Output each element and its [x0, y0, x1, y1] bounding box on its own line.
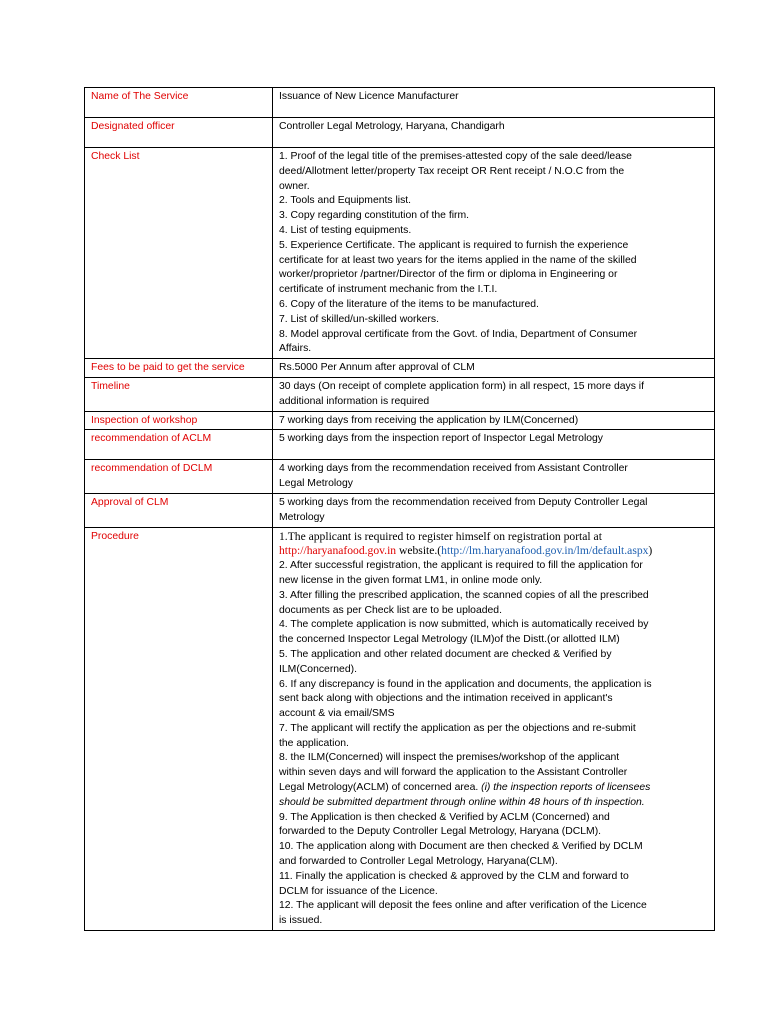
procedure-line: 4. The complete application is now submitted, which is automatically received by [279, 619, 649, 631]
checklist-line: owner. [279, 180, 310, 192]
checklist-line: 6. Copy of the literature of the items to be manufactured. [279, 298, 539, 310]
table-row [85, 88, 715, 118]
table-row [85, 118, 715, 148]
procedure-line: ILM(Concerned). [279, 663, 357, 675]
procedure-line: within seven days and will forward the application to the Assistant Controller [279, 767, 628, 779]
procedure-line: 1.The applicant is required to register himself on registration portal at [279, 529, 602, 543]
table-row [85, 359, 715, 378]
row-label: Name of The Service [85, 88, 273, 118]
lm-portal-link[interactable]: http://lm.haryanafood.gov.in/lm/default.aspx [441, 544, 649, 558]
procedure-line: documents as per Check list are to be uploaded. [279, 604, 502, 616]
procedure-line: is issued. [279, 915, 323, 927]
dclm-line: 4 working days from the recommendation received from Assistant Controller [279, 463, 628, 475]
procedure-text: ) [648, 544, 653, 558]
dclm-line: Legal Metrology [279, 478, 353, 490]
checklist-line: deed/Allotment letter/property Tax receipt OR Rent receipt / N.O.C from the [279, 165, 625, 177]
table-row [85, 527, 715, 931]
procedure-line: the concerned Inspector Legal Metrology (ILM)of the Distt.(or allotted ILM) [279, 634, 620, 646]
procedure-line: 2. After successful registration, the applicant is required to fill the application for [279, 560, 643, 572]
timeline-line: 30 days (On receipt of complete application form) in all respect, 15 more days if [279, 380, 644, 392]
procedure-text: website.( [396, 544, 442, 558]
procedure-line: new license in the given format LM1, in online mode only. [279, 574, 543, 586]
procedure-line: 8. the ILM(Concerned) will inspect the premises/workshop of the applicant [279, 752, 620, 764]
checklist-line: 8. Model approval certificate from the Govt. of India, Department of Consumer [279, 328, 638, 340]
procedure-line: the application. [279, 737, 349, 749]
checklist-line: 5. Experience Certificate. The applicant is required to furnish the experience [279, 239, 629, 251]
row-label: recommendation of DCLM [85, 460, 273, 494]
row-value: Rs.5000 Per Annum after approval of CLM [273, 359, 715, 378]
procedure-line: 7. The applicant will rectify the application as per the objections and re-submit [279, 722, 636, 734]
procedure-value [273, 527, 715, 931]
portal-link[interactable]: http://haryanafood.gov.in [279, 544, 397, 558]
procedure-note: (i) the inspection reports of licensees [481, 782, 651, 794]
row-value: Controller Legal Metrology, Haryana, Chandigarh [273, 118, 715, 148]
procedure-line: 10. The application along with Document are then checked & Verified by DCLM [279, 841, 643, 853]
procedure-line: 11. Finally the application is checked & approved by the CLM and forward to [279, 870, 629, 882]
checklist-line: 4. List of testing equipments. [279, 224, 412, 236]
table-row [85, 148, 715, 359]
table-row [85, 377, 715, 411]
checklist-value [273, 148, 715, 359]
procedure-line: 5. The application and other related document are checked & Verified by [279, 648, 612, 660]
clm-value [273, 493, 715, 527]
checklist-line: 2. Tools and Equipments list. [279, 195, 412, 207]
row-label: recommendation of ACLM [85, 430, 273, 460]
dclm-value [273, 460, 715, 494]
procedure-line: account & via email/SMS [279, 708, 395, 720]
clm-line: Metrology [279, 511, 325, 523]
procedure-line: 3. After filling the prescribed application, the scanned copies of all the prescribed [279, 589, 649, 601]
checklist-line: 3. Copy regarding constitution of the firm. [279, 210, 470, 222]
row-label: Timeline [85, 377, 273, 411]
row-label: Approval of CLM [85, 493, 273, 527]
row-value: Issuance of New Licence Manufacturer [273, 88, 715, 118]
checklist-line: 1. Proof of the legal title of the premises-attested copy of the sale deed/lease [279, 151, 632, 162]
procedure-mixed-line [279, 781, 709, 796]
row-value: 5 working days from the inspection report of Inspector Legal Metrology [273, 430, 715, 460]
procedure-line: sent back along with objections and the intimation received in applicant's [279, 693, 613, 705]
checklist-line: certificate of instrument mechanic from the I.T.I. [279, 284, 498, 296]
timeline-value [273, 377, 715, 411]
table-row [85, 411, 715, 430]
table-row [85, 430, 715, 460]
row-value: 7 working days from receiving the application by ILM(Concerned) [273, 411, 715, 430]
timeline-line: additional information is required [279, 395, 430, 407]
row-label: Inspection of workshop [85, 411, 273, 430]
checklist-line: Affairs. [279, 343, 312, 355]
procedure-line: 9. The Application is then checked & Verified by ACLM (Concerned) and [279, 811, 610, 823]
table-row [85, 493, 715, 527]
procedure-line: forwarded to the Deputy Controller Legal Metrology, Haryana (DCLM). [279, 826, 602, 838]
checklist-line: worker/proprietor /partner/Director of the firm or diploma in Engineering or [279, 269, 618, 281]
procedure-line: and forwarded to Controller Legal Metrology, Haryana(CLM). [279, 856, 558, 868]
procedure-line: DCLM for issuance of the Licence. [279, 885, 438, 897]
procedure-line: 12. The applicant will deposit the fees online and after verification of the Licence [279, 900, 647, 912]
table-row [85, 460, 715, 494]
row-label: Designated officer [85, 118, 273, 148]
service-table [84, 87, 715, 931]
clm-line: 5 working days from the recommendation received from Deputy Controller Legal [279, 496, 648, 508]
row-label: Fees to be paid to get the service [85, 359, 273, 378]
checklist-line: 7. List of skilled/un-skilled workers. [279, 313, 439, 325]
row-label: Check List [85, 148, 273, 359]
procedure-line: 6. If any discrepancy is found in the application and documents, the application is [279, 678, 652, 690]
procedure-note: should be submitted department through online within 48 hours of th inspection. [279, 796, 645, 808]
row-label: Procedure [85, 527, 273, 931]
checklist-line: certificate for at least two years for the items applied in the name of the skilled [279, 254, 637, 266]
procedure-text: Legal Metrology(ACLM) of concerned area. [279, 782, 482, 794]
procedure-links-line [279, 544, 709, 559]
